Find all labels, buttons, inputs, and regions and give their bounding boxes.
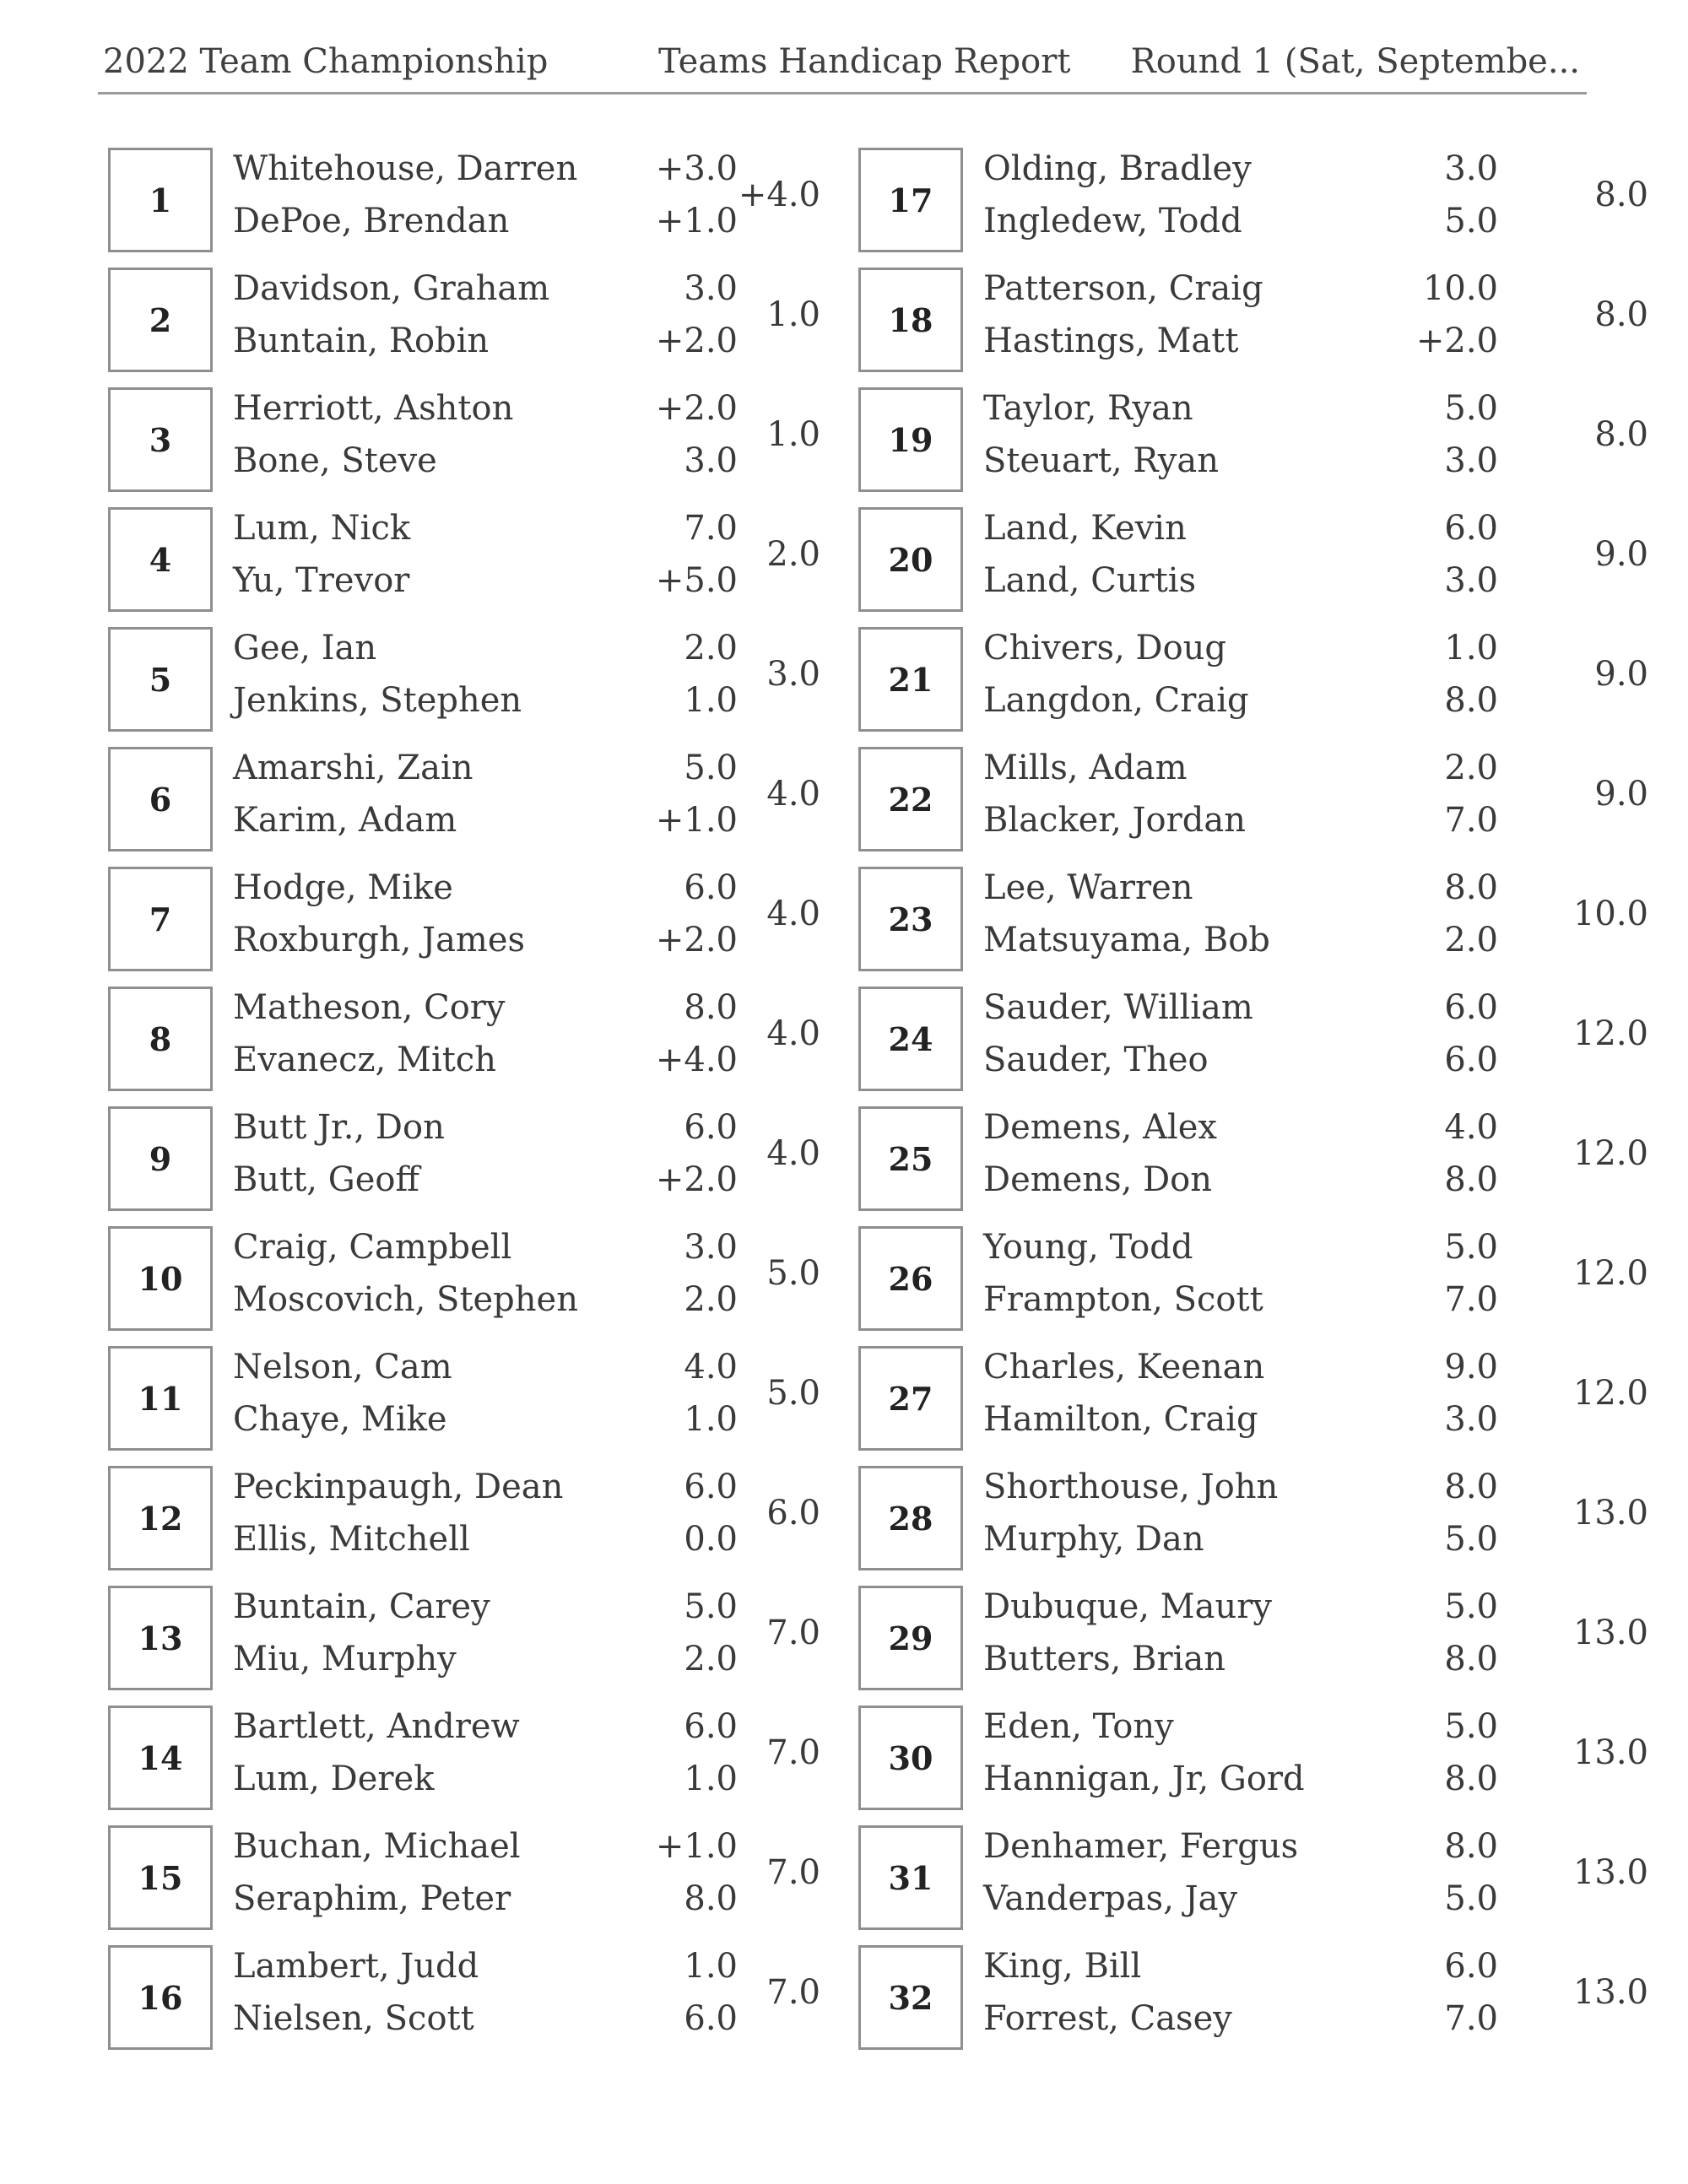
player-handicap: 7.0 xyxy=(1444,1280,1498,1319)
player-name: Murphy, Dan xyxy=(983,1520,1204,1559)
team-number-box: 27 xyxy=(858,1346,963,1451)
player-name: Demens, Alex xyxy=(983,1108,1217,1147)
player-name: Mills, Adam xyxy=(983,749,1188,787)
player-name: Forrest, Casey xyxy=(983,1999,1232,2038)
player-handicap: 3.0 xyxy=(1444,441,1498,480)
player-handicap: +4.0 xyxy=(655,1041,738,1079)
team-handicap-total: 12.0 xyxy=(1572,1374,1648,1413)
player-handicap: +2.0 xyxy=(655,921,738,960)
player-handicap: 8.0 xyxy=(1444,1827,1498,1866)
player-handicap: 2.0 xyxy=(684,629,738,668)
team-block xyxy=(857,1344,1648,1464)
player-name: Gee, Ian xyxy=(233,629,377,668)
player-handicap: 6.0 xyxy=(1444,1041,1498,1079)
player-handicap: +3.0 xyxy=(655,149,738,188)
player-handicap: 2.0 xyxy=(684,1640,738,1679)
team-block xyxy=(857,1105,1648,1224)
team-block xyxy=(857,386,1648,505)
team-number-box: 10 xyxy=(108,1226,213,1331)
team-handicap-total: 7.0 xyxy=(766,1733,820,1772)
player-name: Herriott, Ashton xyxy=(233,389,514,428)
player-name: Craig, Campbell xyxy=(233,1228,512,1267)
team-handicap-total: 13.0 xyxy=(1572,1973,1648,2012)
team-number-box: 15 xyxy=(108,1825,213,1930)
player-name: Buntain, Carey xyxy=(233,1587,490,1626)
team-handicap-total: 9.0 xyxy=(1594,775,1648,814)
player-name: Lambert, Judd xyxy=(233,1947,479,1986)
player-name: Buntain, Robin xyxy=(233,322,490,360)
player-handicap: 5.0 xyxy=(1444,202,1498,241)
team-block xyxy=(857,146,1648,266)
team-number-box: 6 xyxy=(108,747,213,851)
player-handicap: +1.0 xyxy=(655,801,738,840)
teams-column-left xyxy=(106,146,849,2063)
team-block xyxy=(106,865,849,985)
player-handicap: 3.0 xyxy=(684,269,738,308)
player-name: Moscovich, Stephen xyxy=(233,1280,578,1319)
team-block xyxy=(106,1584,849,1704)
player-name: Buchan, Michael xyxy=(233,1827,521,1866)
team-handicap-total: 5.0 xyxy=(766,1374,820,1413)
championship-title: 2022 Team Championship xyxy=(103,42,549,81)
player-handicap: 6.0 xyxy=(684,1707,738,1746)
team-handicap-total: 12.0 xyxy=(1572,1014,1648,1053)
player-name: Land, Curtis xyxy=(983,561,1197,600)
team-number-box: 29 xyxy=(858,1586,963,1690)
team-handicap-total: 9.0 xyxy=(1594,535,1648,574)
player-name: Peckinpaugh, Dean xyxy=(233,1468,564,1506)
player-handicap: 8.0 xyxy=(684,988,738,1027)
team-number-box: 28 xyxy=(858,1466,963,1570)
player-name: Butt Jr., Don xyxy=(233,1108,445,1147)
player-handicap: 7.0 xyxy=(684,509,738,548)
team-number-box: 4 xyxy=(108,507,213,612)
team-number-box: 30 xyxy=(858,1706,963,1810)
player-name: Hamilton, Craig xyxy=(983,1400,1258,1439)
player-name: Steuart, Ryan xyxy=(983,441,1220,480)
team-handicap-total: 7.0 xyxy=(766,1973,820,2012)
player-name: DePoe, Brendan xyxy=(233,202,510,241)
player-handicap: 6.0 xyxy=(1444,509,1498,548)
player-handicap: 6.0 xyxy=(1444,1947,1498,1986)
player-handicap: 0.0 xyxy=(684,1520,738,1559)
player-handicap: +2.0 xyxy=(655,322,738,360)
team-handicap-total: 12.0 xyxy=(1572,1134,1648,1173)
team-handicap-total: 7.0 xyxy=(766,1853,820,1892)
team-number-box: 17 xyxy=(858,148,963,252)
player-handicap: 5.0 xyxy=(684,749,738,787)
player-name: Denhamer, Fergus xyxy=(983,1827,1299,1866)
player-handicap: 5.0 xyxy=(1444,1520,1498,1559)
player-name: Davidson, Graham xyxy=(233,269,550,308)
player-handicap: 5.0 xyxy=(1444,1587,1498,1626)
player-handicap: 6.0 xyxy=(684,1468,738,1506)
player-handicap: +2.0 xyxy=(655,1160,738,1199)
player-name: Matheson, Cory xyxy=(233,988,506,1027)
player-name: Land, Kevin xyxy=(983,509,1187,548)
player-handicap: +2.0 xyxy=(1415,322,1498,360)
team-block xyxy=(857,625,1648,745)
player-handicap: 6.0 xyxy=(1444,988,1498,1027)
player-name: Jenkins, Stephen xyxy=(233,681,522,720)
player-handicap: 5.0 xyxy=(1444,389,1498,428)
player-name: Butters, Brian xyxy=(983,1640,1225,1679)
player-name: Taylor, Ryan xyxy=(983,389,1193,428)
team-number-box: 26 xyxy=(858,1226,963,1331)
team-number-box: 2 xyxy=(108,268,213,372)
player-handicap: 8.0 xyxy=(1444,1468,1498,1506)
player-handicap: 5.0 xyxy=(1444,1707,1498,1746)
player-handicap: 3.0 xyxy=(1444,149,1498,188)
team-number-box: 19 xyxy=(858,387,963,492)
player-handicap: 8.0 xyxy=(1444,868,1498,907)
team-handicap-total: 13.0 xyxy=(1572,1614,1648,1652)
player-name: Chivers, Doug xyxy=(983,629,1227,668)
player-handicap: 1.0 xyxy=(684,681,738,720)
team-block xyxy=(857,865,1648,985)
team-number-box: 31 xyxy=(858,1825,963,1930)
team-number-box: 7 xyxy=(108,867,213,971)
player-handicap: 8.0 xyxy=(1444,1160,1498,1199)
player-handicap: 2.0 xyxy=(684,1280,738,1319)
player-name: Karim, Adam xyxy=(233,801,457,840)
team-block xyxy=(106,1704,849,1824)
report-header xyxy=(100,37,1585,88)
player-name: Nelson, Cam xyxy=(233,1348,452,1387)
player-handicap: 5.0 xyxy=(1444,1228,1498,1267)
team-block xyxy=(857,1704,1648,1824)
team-handicap-total: 5.0 xyxy=(766,1254,820,1293)
player-name: Langdon, Craig xyxy=(983,681,1249,720)
player-handicap: 2.0 xyxy=(1444,921,1498,960)
player-name: Ingledew, Todd xyxy=(983,202,1242,241)
team-block xyxy=(106,266,849,386)
team-number-box: 20 xyxy=(858,507,963,612)
player-handicap: 8.0 xyxy=(1444,681,1498,720)
team-handicap-total: 7.0 xyxy=(766,1614,820,1652)
team-handicap-total: 3.0 xyxy=(766,655,820,694)
team-number-box: 21 xyxy=(858,627,963,732)
player-handicap: 1.0 xyxy=(684,1400,738,1439)
player-handicap: +1.0 xyxy=(655,1827,738,1866)
team-handicap-total: 2.0 xyxy=(766,535,820,574)
player-handicap: 4.0 xyxy=(1444,1108,1498,1147)
team-number-box: 3 xyxy=(108,387,213,492)
player-handicap: 6.0 xyxy=(684,1999,738,2038)
player-handicap: 5.0 xyxy=(684,1587,738,1626)
report-title: Teams Handicap Report xyxy=(658,42,1071,81)
team-handicap-total: 4.0 xyxy=(766,895,820,933)
team-handicap-total: 4.0 xyxy=(766,1134,820,1173)
player-name: Matsuyama, Bob xyxy=(983,921,1270,960)
player-name: Hastings, Matt xyxy=(983,322,1239,360)
player-name: Butt, Geoff xyxy=(233,1160,419,1199)
team-block xyxy=(106,1224,849,1344)
team-block xyxy=(857,1464,1648,1584)
player-handicap: 7.0 xyxy=(1444,801,1498,840)
player-handicap: 6.0 xyxy=(684,1108,738,1147)
team-handicap-total: 13.0 xyxy=(1572,1733,1648,1772)
team-handicap-total: 10.0 xyxy=(1572,895,1648,933)
team-number-box: 22 xyxy=(858,747,963,851)
player-name: Hannigan, Jr, Gord xyxy=(983,1760,1305,1798)
player-handicap: 9.0 xyxy=(1444,1348,1498,1387)
team-block xyxy=(106,1943,849,2063)
team-number-box: 11 xyxy=(108,1346,213,1451)
player-handicap: 7.0 xyxy=(1444,1999,1498,2038)
player-name: Shorthouse, John xyxy=(983,1468,1279,1506)
player-name: Chaye, Mike xyxy=(233,1400,447,1439)
player-handicap: 3.0 xyxy=(1444,561,1498,600)
player-name: Sauder, Theo xyxy=(983,1041,1209,1079)
round-label: Round 1 (Sat, Septembe... xyxy=(1130,42,1580,81)
team-number-box: 14 xyxy=(108,1706,213,1810)
team-handicap-total: 4.0 xyxy=(766,775,820,814)
team-handicap-total: 6.0 xyxy=(766,1494,820,1533)
player-name: Hodge, Mike xyxy=(233,868,453,907)
team-block xyxy=(857,745,1648,865)
team-block xyxy=(106,1824,849,1943)
team-block xyxy=(106,1344,849,1464)
player-handicap: 1.0 xyxy=(684,1760,738,1798)
team-block xyxy=(857,985,1648,1105)
team-number-box: 23 xyxy=(858,867,963,971)
player-name: Nielsen, Scott xyxy=(233,1999,474,2038)
player-name: Whitehouse, Darren xyxy=(233,149,578,188)
player-name: Miu, Murphy xyxy=(233,1640,457,1679)
team-number-box: 18 xyxy=(858,268,963,372)
team-handicap-total: 1.0 xyxy=(766,295,820,334)
player-handicap: 3.0 xyxy=(1444,1400,1498,1439)
player-name: Sauder, William xyxy=(983,988,1253,1027)
player-handicap: 4.0 xyxy=(684,1348,738,1387)
team-block xyxy=(106,1464,849,1584)
player-name: Ellis, Mitchell xyxy=(233,1520,470,1559)
player-name: Seraphim, Peter xyxy=(233,1879,511,1918)
player-handicap: 8.0 xyxy=(684,1879,738,1918)
team-block xyxy=(106,1105,849,1224)
player-handicap: +1.0 xyxy=(655,202,738,241)
team-handicap-total: 13.0 xyxy=(1572,1853,1648,1892)
team-handicap-total: 13.0 xyxy=(1572,1494,1648,1533)
player-name: Amarshi, Zain xyxy=(233,749,473,787)
team-block xyxy=(106,386,849,505)
player-handicap: 8.0 xyxy=(1444,1760,1498,1798)
team-number-box: 13 xyxy=(108,1586,213,1690)
player-handicap: 10.0 xyxy=(1422,269,1498,308)
player-handicap: 3.0 xyxy=(684,1228,738,1267)
player-name: Blacker, Jordan xyxy=(983,801,1246,840)
player-name: Olding, Bradley xyxy=(983,149,1252,188)
team-block xyxy=(106,505,849,625)
team-block xyxy=(106,985,849,1105)
player-name: Yu, Trevor xyxy=(233,561,410,600)
player-handicap: +5.0 xyxy=(655,561,738,600)
team-handicap-total: 8.0 xyxy=(1594,415,1648,454)
teams-column-right xyxy=(857,146,1648,2063)
player-name: Charles, Keenan xyxy=(983,1348,1265,1387)
team-number-box: 24 xyxy=(858,987,963,1091)
player-name: Vanderpas, Jay xyxy=(983,1879,1238,1918)
player-name: Lum, Derek xyxy=(233,1760,435,1798)
player-handicap: 2.0 xyxy=(1444,749,1498,787)
team-block xyxy=(857,1943,1648,2063)
player-handicap: +2.0 xyxy=(655,389,738,428)
team-block xyxy=(857,1824,1648,1943)
team-block xyxy=(106,146,849,266)
team-number-box: 8 xyxy=(108,987,213,1091)
player-name: King, Bill xyxy=(983,1947,1142,1986)
player-name: Demens, Don xyxy=(983,1160,1212,1199)
player-name: Lum, Nick xyxy=(233,509,411,548)
team-number-box: 16 xyxy=(108,1945,213,2050)
player-name: Patterson, Craig xyxy=(983,269,1263,308)
player-handicap: 8.0 xyxy=(1444,1640,1498,1679)
player-name: Lee, Warren xyxy=(983,868,1193,907)
player-name: Bone, Steve xyxy=(233,441,437,480)
team-block xyxy=(857,266,1648,386)
team-handicap-total: 4.0 xyxy=(766,1014,820,1053)
player-name: Frampton, Scott xyxy=(983,1280,1263,1319)
player-handicap: 3.0 xyxy=(684,441,738,480)
team-number-box: 12 xyxy=(108,1466,213,1570)
team-block xyxy=(106,745,849,865)
player-handicap: 6.0 xyxy=(684,868,738,907)
team-number-box: 1 xyxy=(108,148,213,252)
player-name: Roxburgh, James xyxy=(233,921,526,960)
player-handicap: 5.0 xyxy=(1444,1879,1498,1918)
team-number-box: 5 xyxy=(108,627,213,732)
header-divider xyxy=(98,92,1587,95)
team-block xyxy=(857,505,1648,625)
team-handicap-total: 12.0 xyxy=(1572,1254,1648,1293)
team-handicap-total: 1.0 xyxy=(766,415,820,454)
team-number-box: 9 xyxy=(108,1106,213,1211)
player-handicap: 1.0 xyxy=(1444,629,1498,668)
team-block xyxy=(857,1584,1648,1704)
team-handicap-total: 8.0 xyxy=(1594,176,1648,214)
player-handicap: 1.0 xyxy=(684,1947,738,1986)
team-handicap-total: 8.0 xyxy=(1594,295,1648,334)
team-number-box: 25 xyxy=(858,1106,963,1211)
team-block xyxy=(106,625,849,745)
team-block xyxy=(857,1224,1648,1344)
player-name: Eden, Tony xyxy=(983,1707,1174,1746)
player-name: Young, Todd xyxy=(983,1228,1193,1267)
player-name: Bartlett, Andrew xyxy=(233,1707,520,1746)
team-handicap-total: 9.0 xyxy=(1594,655,1648,694)
team-handicap-total: +4.0 xyxy=(738,176,820,214)
player-name: Evanecz, Mitch xyxy=(233,1041,496,1079)
team-number-box: 32 xyxy=(858,1945,963,2050)
player-name: Dubuque, Maury xyxy=(983,1587,1272,1626)
